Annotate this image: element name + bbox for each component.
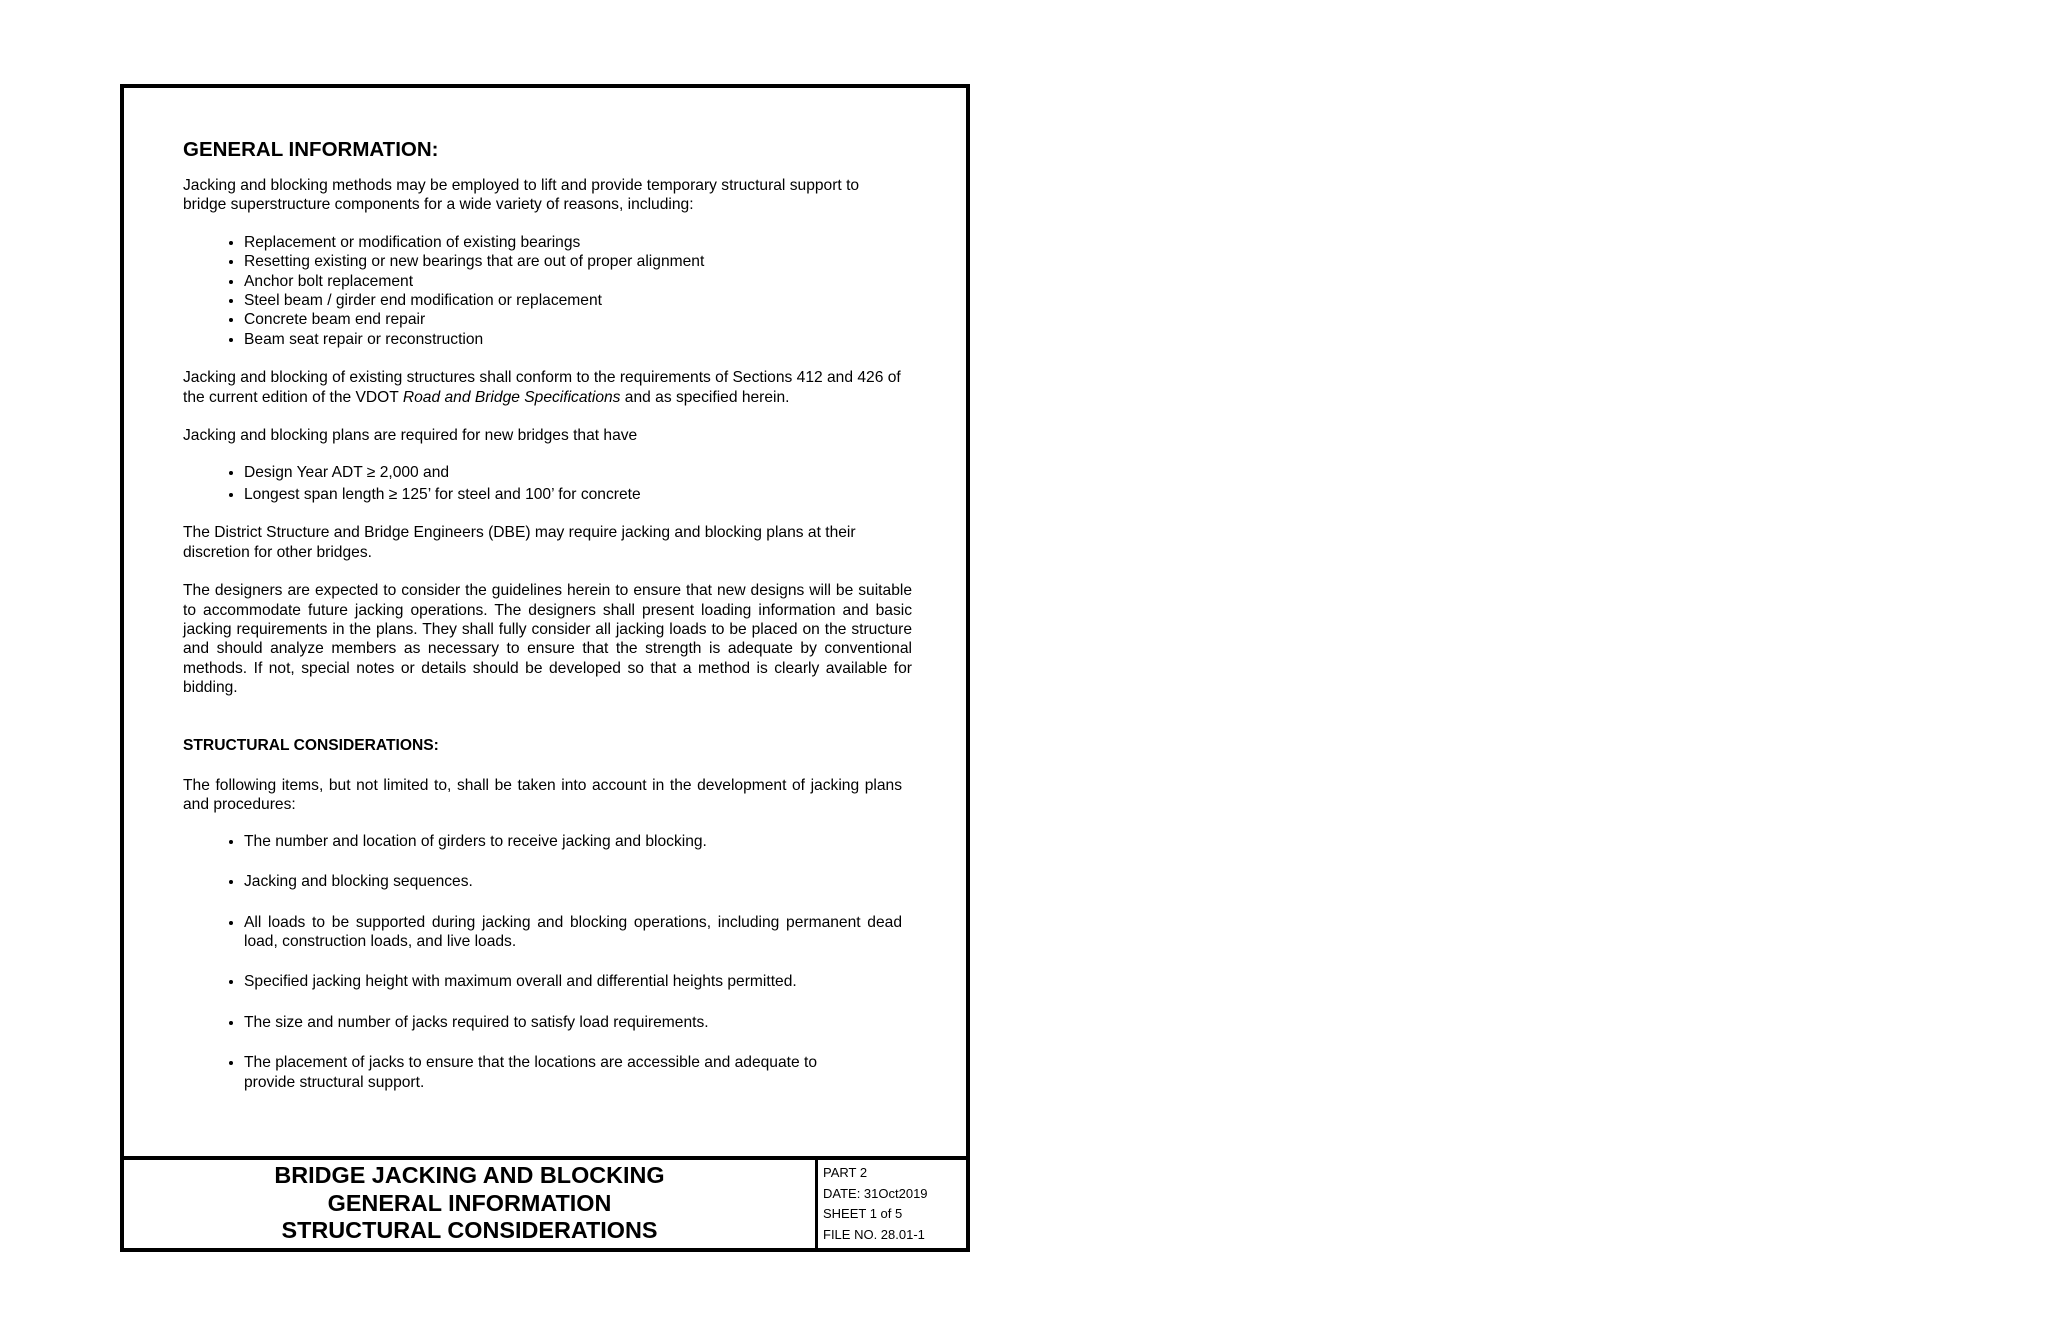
sheet-content bbox=[183, 138, 912, 1113]
structural-intro-paragraph: The following items, but not limited to, shall be taken into account in the development of jacking plans and procedures: bbox=[183, 776, 902, 814]
plans-criteria-list bbox=[183, 463, 912, 504]
list-item: • Longest span length ≥ 125’ for steel and 100’ for concrete bbox=[244, 485, 912, 504]
dbe-paragraph: The District Structure and Bridge Engineers (DBE) may require jacking and blocking plans at their discretion for other bridges. bbox=[183, 524, 856, 561]
list-item: • Replacement or modification of existing bearings bbox=[244, 233, 912, 252]
list-item: • Resetting existing or new bearings that are out of proper alignment bbox=[244, 252, 912, 271]
list-item: • The placement of jacks to ensure that the locations are accessible and adequate to provide structural support. bbox=[244, 1053, 912, 1092]
date-label: DATE: 31Oct2019 bbox=[823, 1185, 928, 1201]
document-sheet bbox=[120, 84, 970, 1252]
title-block-title bbox=[124, 1160, 818, 1248]
title-line-2: GENERAL INFORMATION bbox=[327, 1189, 612, 1216]
list-item: • Anchor bolt replacement bbox=[244, 272, 912, 291]
title-line-1: BRIDGE JACKING AND BLOCKING bbox=[274, 1162, 665, 1188]
title-line-3: STRUCTURAL CONSIDERATIONS bbox=[281, 1217, 658, 1243]
structural-items-list bbox=[183, 832, 912, 1092]
list-item: • Steel beam / girder end modification or replacement bbox=[244, 291, 912, 310]
sheet-label: SHEET 1 of 5 bbox=[823, 1206, 903, 1221]
list-item: • Concrete beam end repair bbox=[244, 310, 912, 329]
list-item: • Jacking and blocking sequences. bbox=[244, 872, 912, 891]
jacking-reasons-list bbox=[183, 233, 912, 349]
list-item: • All loads to be supported during jacking and blocking operations, including permanent dead load, construction loads, and live loads. bbox=[244, 913, 912, 952]
structural-considerations-heading: STRUCTURAL CONSIDERATIONS: bbox=[183, 736, 439, 754]
list-item: • Specified jacking height with maximum overall and differential heights permitted. bbox=[244, 972, 912, 991]
specifications-paragraph bbox=[183, 368, 912, 407]
list-item: • The size and number of jacks required to satisfy load requirements. bbox=[244, 1013, 912, 1032]
plans-required-paragraph: Jacking and blocking plans are required for new bridges that have bbox=[183, 427, 638, 445]
list-item: • Design Year ADT ≥ 2,000 and bbox=[244, 463, 912, 482]
file-number-label: FILE NO. 28.01-1 bbox=[823, 1226, 925, 1242]
specifications-title: Road and Bridge Specifications bbox=[402, 388, 621, 406]
list-item: • Beam seat repair or reconstruction bbox=[244, 330, 912, 349]
specifications-text-end: and as specified herein. bbox=[620, 388, 790, 406]
general-intro-paragraph: Jacking and blocking methods may be employed to lift and provide temporary structural support to bridge superstructure components for a wide variety of reasons, including: bbox=[183, 177, 860, 214]
general-information-heading: GENERAL INFORMATION: bbox=[183, 138, 439, 161]
part-label: PART 2 bbox=[823, 1165, 868, 1180]
title-block-info bbox=[818, 1160, 966, 1248]
title-block bbox=[124, 1156, 966, 1248]
list-item: • The number and location of girders to receive jacking and blocking. bbox=[244, 832, 912, 851]
specifications-text-start: Jacking and blocking of existing structures shall conform to the requirements of Sections 412 and 426 of the current edition of the VDOT bbox=[183, 369, 901, 406]
designers-paragraph: The designers are expected to consider the guidelines herein to ensure that new designs will be suitable to accommodate future jacking operations. The designers shall present loading information and basic jacking requirements in the plans. They shall fully consider all jacking loads to be placed on the structure and should analyze members as necessary to ensure that the strength is adequate by conventional methods. If not, special notes or details should be developed so that a method is clearly available for bidding. bbox=[183, 582, 912, 697]
